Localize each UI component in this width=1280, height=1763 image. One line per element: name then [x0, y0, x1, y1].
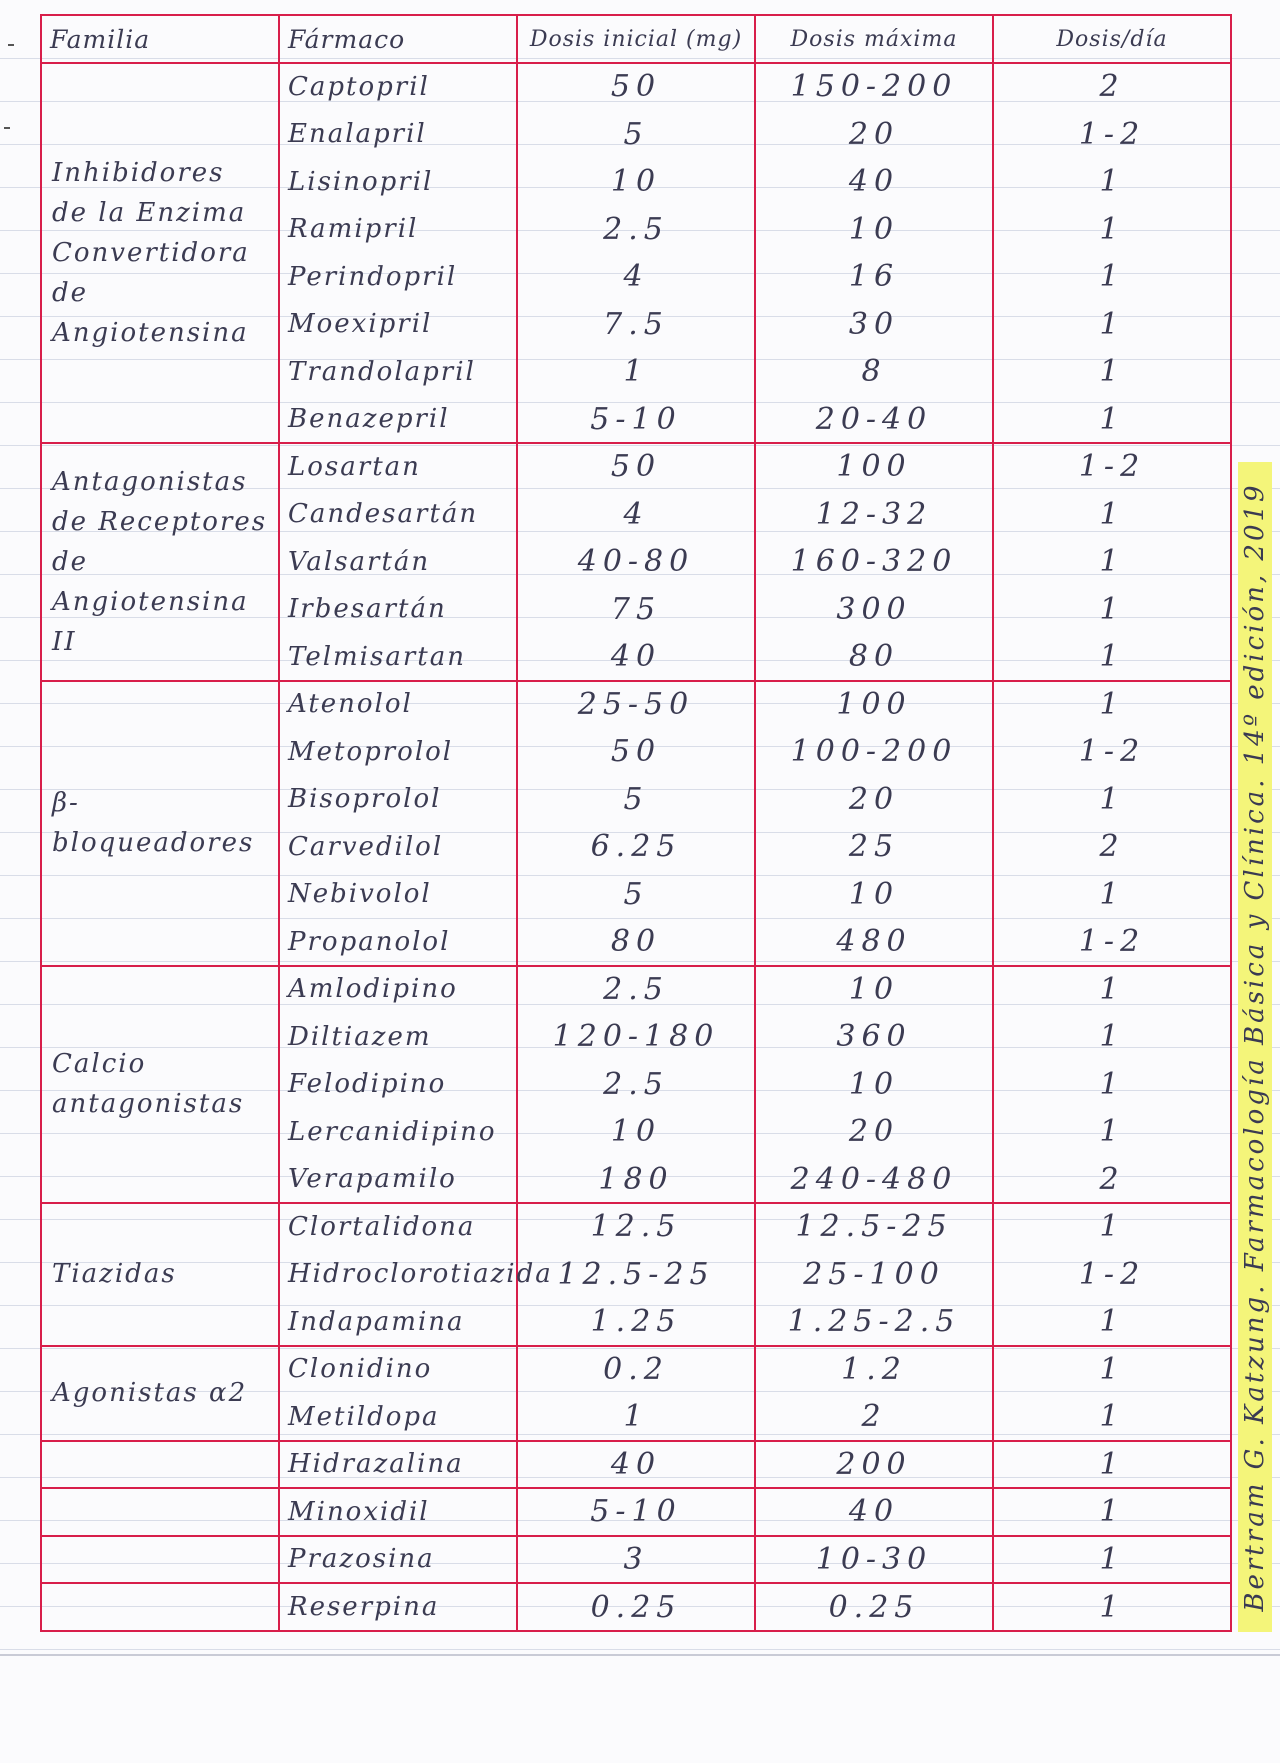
initial-dose-cell: 180 — [517, 1156, 755, 1204]
citation-text: Bertram G. Katzung. Farmacología Básica y Clínica. 14º edición, 2019 — [1240, 482, 1270, 1612]
drug-cell: Valsartán — [279, 538, 517, 586]
max-dose-cell: 20 — [755, 111, 993, 159]
doses-per-day-cell: 1 — [993, 1013, 1231, 1061]
table-row — [41, 681, 1231, 729]
initial-dose-cell: 40 — [517, 633, 755, 681]
drug-cell: Metildopa — [279, 1393, 517, 1441]
table-row — [41, 1203, 1231, 1251]
max-dose-cell: 160-320 — [755, 538, 993, 586]
initial-dose-cell: 7.5 — [517, 301, 755, 349]
drug-cell: Indapamina — [279, 1298, 517, 1346]
doses-per-day-cell: 1 — [993, 1393, 1231, 1441]
doses-per-day-cell: 1 — [993, 1488, 1231, 1536]
family-cell — [41, 1488, 279, 1536]
max-dose-cell: 20 — [755, 1108, 993, 1156]
header-doses-per-day: Dosis/día — [993, 15, 1231, 63]
drug-cell: Bisoprolol — [279, 776, 517, 824]
initial-dose-cell: 0.25 — [517, 1583, 755, 1631]
initial-dose-cell: 5 — [517, 111, 755, 159]
initial-dose-cell: 2.5 — [517, 1061, 755, 1109]
table-row — [41, 63, 1231, 111]
drug-cell: Verapamilo — [279, 1156, 517, 1204]
doses-per-day-cell: 1 — [993, 396, 1231, 444]
drug-cell: Benazepril — [279, 396, 517, 444]
drug-cell: Losartan — [279, 443, 517, 491]
initial-dose-cell: 6.25 — [517, 823, 755, 871]
max-dose-cell: 480 — [755, 918, 993, 966]
initial-dose-cell: 12.5 — [517, 1203, 755, 1251]
initial-dose-cell: 5 — [517, 871, 755, 919]
initial-dose-cell: 1.25 — [517, 1298, 755, 1346]
doses-per-day-cell: 1-2 — [993, 728, 1231, 776]
max-dose-cell: 40 — [755, 1488, 993, 1536]
drug-cell: Hidrazalina — [279, 1441, 517, 1489]
header-family: Familia — [41, 15, 279, 63]
family-cell: Inhibidores de la Enzima Convertidora de Angiotensina — [41, 63, 279, 443]
table-row — [41, 1583, 1231, 1631]
initial-dose-cell: 10 — [517, 158, 755, 206]
drug-cell: Captopril — [279, 63, 517, 111]
drug-cell: Lercanidipino — [279, 1108, 517, 1156]
initial-dose-cell: 2.5 — [517, 966, 755, 1014]
initial-dose-cell: 40-80 — [517, 538, 755, 586]
max-dose-cell: 0.25 — [755, 1583, 993, 1631]
drug-cell: Reserpina — [279, 1583, 517, 1631]
doses-per-day-cell: 2 — [993, 823, 1231, 871]
doses-per-day-cell: 2 — [993, 63, 1231, 111]
max-dose-cell: 360 — [755, 1013, 993, 1061]
drug-cell: Candesartán — [279, 491, 517, 539]
doses-per-day-cell: 1 — [993, 1108, 1231, 1156]
initial-dose-cell: 10 — [517, 1108, 755, 1156]
max-dose-cell: 2 — [755, 1393, 993, 1441]
max-dose-cell: 20-40 — [755, 396, 993, 444]
max-dose-cell: 240-480 — [755, 1156, 993, 1204]
max-dose-cell: 100 — [755, 681, 993, 729]
family-cell: Agonistas α2 — [41, 1346, 279, 1441]
drug-cell: Metoprolol — [279, 728, 517, 776]
drug-cell: Moexipril — [279, 301, 517, 349]
drug-cell: Enalapril — [279, 111, 517, 159]
table-row — [41, 1346, 1231, 1394]
drug-cell: Hidroclorotiazida — [279, 1251, 517, 1299]
doses-per-day-cell: 1-2 — [993, 918, 1231, 966]
max-dose-cell: 10 — [755, 966, 993, 1014]
family-cell: Calcio antagonistas — [41, 966, 279, 1204]
margin-mark — [8, 44, 14, 46]
drug-cell: Lisinopril — [279, 158, 517, 206]
drug-cell: Carvedilol — [279, 823, 517, 871]
table-row — [41, 1488, 1231, 1536]
doses-per-day-cell: 1 — [993, 871, 1231, 919]
drug-cell: Telmisartan — [279, 633, 517, 681]
initial-dose-cell: 50 — [517, 443, 755, 491]
max-dose-cell: 12-32 — [755, 491, 993, 539]
max-dose-cell: 1.25-2.5 — [755, 1298, 993, 1346]
table-row — [41, 443, 1231, 491]
header-row — [41, 15, 1231, 63]
initial-dose-cell: 2.5 — [517, 206, 755, 254]
page-bottom-rule — [0, 1654, 1280, 1656]
initial-dose-cell: 4 — [517, 491, 755, 539]
max-dose-cell: 12.5-25 — [755, 1203, 993, 1251]
initial-dose-cell: 25-50 — [517, 681, 755, 729]
table-row — [41, 966, 1231, 1014]
max-dose-cell: 10 — [755, 1061, 993, 1109]
initial-dose-cell: 0.2 — [517, 1346, 755, 1394]
drug-cell: Trandolapril — [279, 348, 517, 396]
doses-per-day-cell: 1 — [993, 1536, 1231, 1584]
doses-per-day-cell: 1 — [993, 301, 1231, 349]
doses-per-day-cell: 1 — [993, 966, 1231, 1014]
drug-cell: Clortalidona — [279, 1203, 517, 1251]
max-dose-cell: 100-200 — [755, 728, 993, 776]
drug-cell: Atenolol — [279, 681, 517, 729]
family-cell — [41, 1441, 279, 1489]
drug-cell: Minoxidil — [279, 1488, 517, 1536]
doses-per-day-cell: 1 — [993, 1583, 1231, 1631]
drug-cell: Irbesartán — [279, 586, 517, 634]
initial-dose-cell: 4 — [517, 253, 755, 301]
family-cell — [41, 1536, 279, 1584]
drug-cell: Ramipril — [279, 206, 517, 254]
doses-per-day-cell: 1-2 — [993, 443, 1231, 491]
max-dose-cell: 40 — [755, 158, 993, 206]
drug-cell: Diltiazem — [279, 1013, 517, 1061]
doses-per-day-cell: 1 — [993, 1203, 1231, 1251]
doses-per-day-cell: 1 — [993, 681, 1231, 729]
drug-cell: Prazosina — [279, 1536, 517, 1584]
doses-per-day-cell: 1 — [993, 586, 1231, 634]
doses-per-day-cell: 1 — [993, 1346, 1231, 1394]
max-dose-cell: 200 — [755, 1441, 993, 1489]
doses-per-day-cell: 1 — [993, 491, 1231, 539]
max-dose-cell: 10 — [755, 206, 993, 254]
table-body — [41, 63, 1231, 1631]
initial-dose-cell: 120-180 — [517, 1013, 755, 1061]
max-dose-cell: 16 — [755, 253, 993, 301]
max-dose-cell: 25 — [755, 823, 993, 871]
initial-dose-cell: 3 — [517, 1536, 755, 1584]
initial-dose-cell: 50 — [517, 728, 755, 776]
initial-dose-cell: 5-10 — [517, 396, 755, 444]
header-drug: Fármaco — [279, 15, 517, 63]
initial-dose-cell: 50 — [517, 63, 755, 111]
dosage-table — [40, 14, 1232, 1632]
initial-dose-cell: 40 — [517, 1441, 755, 1489]
family-cell: Antagonistas de Receptores de Angiotensina II — [41, 443, 279, 681]
doses-per-day-cell: 1 — [993, 253, 1231, 301]
ruling-line — [0, 1649, 1280, 1650]
doses-per-day-cell: 1-2 — [993, 1251, 1231, 1299]
initial-dose-cell: 75 — [517, 586, 755, 634]
max-dose-cell: 80 — [755, 633, 993, 681]
initial-dose-cell: 12.5-25 — [517, 1251, 755, 1299]
drug-cell: Clonidino — [279, 1346, 517, 1394]
doses-per-day-cell: 1-2 — [993, 111, 1231, 159]
max-dose-cell: 10 — [755, 871, 993, 919]
drug-cell: Perindopril — [279, 253, 517, 301]
doses-per-day-cell: 1 — [993, 1061, 1231, 1109]
doses-per-day-cell: 2 — [993, 1156, 1231, 1204]
doses-per-day-cell: 1 — [993, 633, 1231, 681]
margin-mark — [4, 127, 10, 129]
drug-cell: Amlodipino — [279, 966, 517, 1014]
family-cell: β-bloqueadores — [41, 681, 279, 966]
max-dose-cell: 300 — [755, 586, 993, 634]
max-dose-cell: 150-200 — [755, 63, 993, 111]
drug-cell: Propanolol — [279, 918, 517, 966]
max-dose-cell: 20 — [755, 776, 993, 824]
doses-per-day-cell: 1 — [993, 1441, 1231, 1489]
family-cell: Tiazidas — [41, 1203, 279, 1346]
initial-dose-cell: 5-10 — [517, 1488, 755, 1536]
max-dose-cell: 100 — [755, 443, 993, 491]
header-initial-dose: Dosis inicial (mg) — [517, 15, 755, 63]
doses-per-day-cell: 1 — [993, 776, 1231, 824]
max-dose-cell: 8 — [755, 348, 993, 396]
drug-cell: Felodipino — [279, 1061, 517, 1109]
doses-per-day-cell: 1 — [993, 206, 1231, 254]
doses-per-day-cell: 1 — [993, 538, 1231, 586]
max-dose-cell: 10-30 — [755, 1536, 993, 1584]
table-row — [41, 1441, 1231, 1489]
initial-dose-cell: 80 — [517, 918, 755, 966]
initial-dose-cell: 5 — [517, 776, 755, 824]
initial-dose-cell: 1 — [517, 348, 755, 396]
max-dose-cell: 25-100 — [755, 1251, 993, 1299]
doses-per-day-cell: 1 — [993, 348, 1231, 396]
family-cell — [41, 1583, 279, 1631]
initial-dose-cell: 1 — [517, 1393, 755, 1441]
header-max-dose: Dosis máxima — [755, 15, 993, 63]
table-row — [41, 1536, 1231, 1584]
max-dose-cell: 1.2 — [755, 1346, 993, 1394]
doses-per-day-cell: 1 — [993, 1298, 1231, 1346]
max-dose-cell: 30 — [755, 301, 993, 349]
drug-cell: Nebivolol — [279, 871, 517, 919]
doses-per-day-cell: 1 — [993, 158, 1231, 206]
